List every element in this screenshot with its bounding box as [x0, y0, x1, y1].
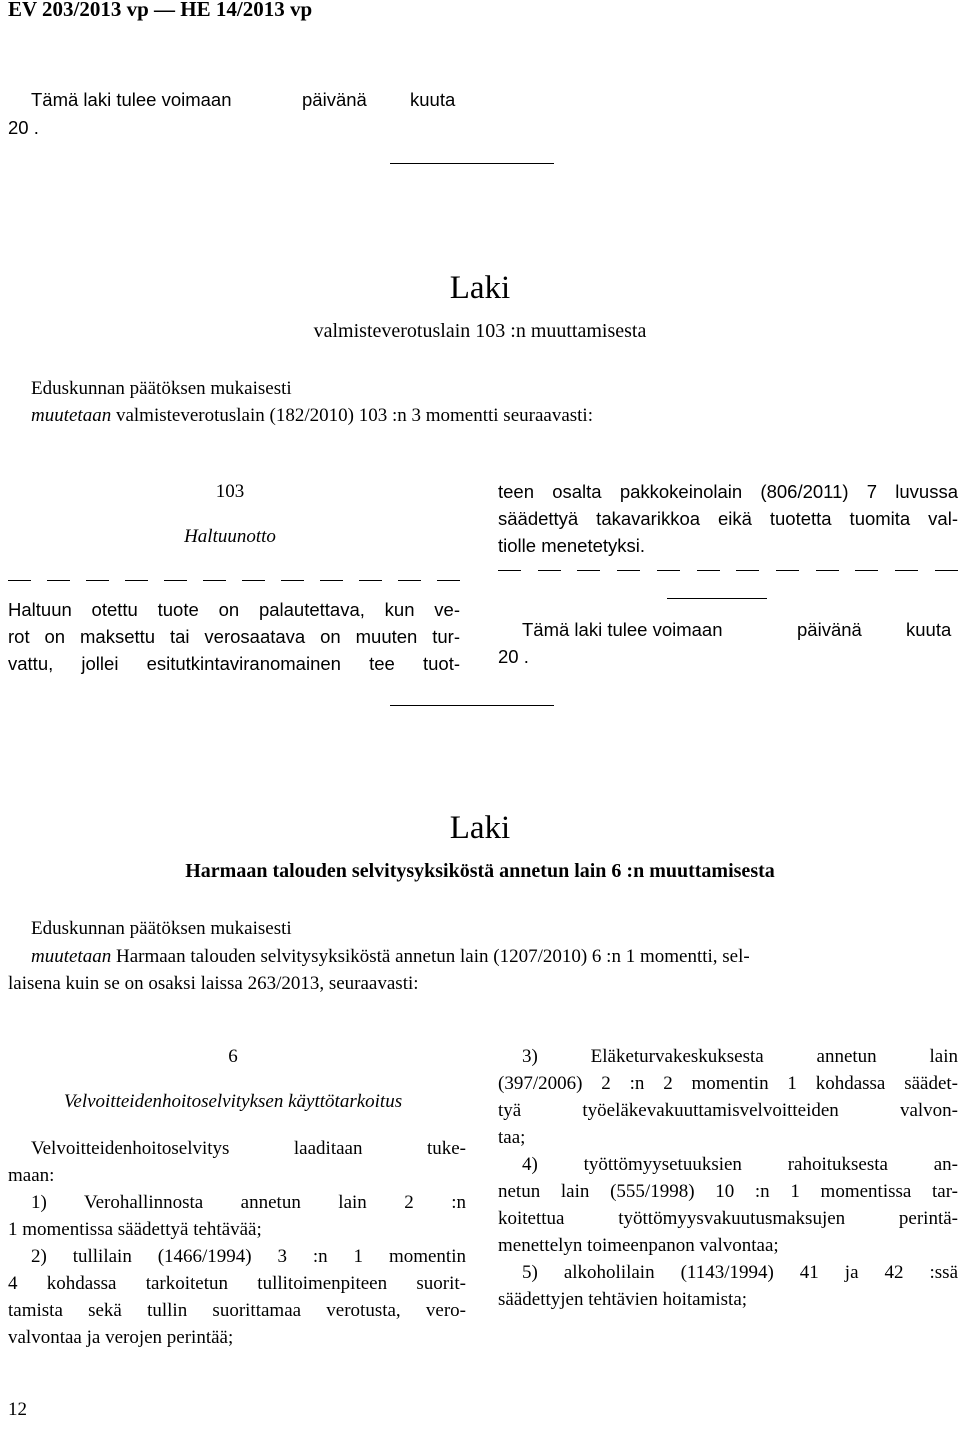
entry-day: päivänä [302, 89, 367, 110]
separator-rule [390, 163, 554, 164]
entry-year: 20 . [498, 646, 529, 667]
list-item: 3) Eläketurvakeskuksesta annetun lain [522, 1046, 958, 1067]
amend-text: Harmaan talouden selvitysyksiköstä annetun lain (1207/2010) 6 :n 1 momentti, sel- [111, 946, 750, 967]
law-heading: Laki [449, 270, 511, 306]
omitted-text-dashes [8, 580, 460, 581]
section-title: Haltuunotto [184, 526, 276, 547]
list-item: 2) tullilain (1466/1994) 3 :n 1 momentin [31, 1246, 466, 1267]
list-item-cont: netun lain (555/1998) 10 :n 1 momentissa tar- [498, 1181, 958, 1202]
list-item: 1) Verohallinnosta annetun lain 2 :n [31, 1192, 466, 1213]
section-number: 6 [228, 1046, 238, 1067]
page-header: EV 203/2013 vp — HE 14/2013 vp [8, 0, 313, 21]
list-item-cont: taa; [498, 1127, 526, 1148]
list-item-cont: tamista sekä tullin suorittamaa verotusta, vero- [8, 1300, 466, 1321]
law-intro: Eduskunnan päätöksen mukaisesti [31, 378, 292, 399]
paragraph-line: teen osalta pakkokeinolain (806/2011) 7 luvussa [498, 481, 958, 502]
entry-text: Tämä laki tulee voimaan [522, 619, 723, 640]
law-amendment-cont: laisena kuin se on osaksi laissa 263/2013, seuraavasti: [8, 973, 419, 994]
amend-verb: muutetaan [31, 405, 112, 426]
list-item: 4) työttömyysetuuksien rahoituksesta an- [522, 1154, 958, 1175]
paragraph-line: säädettyä takavarikkoa eikä tuotetta tuomita val- [498, 508, 958, 529]
section-number: 103 [215, 481, 245, 502]
separator-rule [390, 705, 554, 706]
list-item-cont: (397/2006) 2 :n 2 momentin 1 kohdassa säädet- [498, 1073, 958, 1094]
list-item-cont: 4 kohdassa tarkoitetun tullitoimenpiteen suorit- [8, 1273, 466, 1294]
paragraph-line: vattu, jollei esitutkintaviranomainen tee tuot- [8, 653, 460, 674]
list-item-cont: valvontaa ja verojen perintää; [8, 1327, 234, 1348]
law-title: valmisteverotuslain 103 :n muuttamisesta [313, 320, 647, 342]
entry-month: kuuta [906, 619, 952, 640]
law-title: Harmaan talouden selvitysyksiköstä annetun lain 6 :n muuttamisesta [185, 860, 775, 882]
entry-day: päivänä [797, 619, 862, 640]
paragraph-line: Haltuun otettu tuote on palautettava, kun ve- [8, 599, 460, 620]
entry-clause-1 [31, 86, 232, 113]
list-item-cont: menettelyn toimeenpanon valvontaa; [498, 1235, 779, 1256]
paragraph-line: rot on maksettu tai verosaatava on muuten tur- [8, 626, 460, 647]
entry-year: 20 . [8, 117, 39, 138]
list-item-cont: tyä työeläkevakuuttamisvelvoitteiden valvon- [498, 1100, 958, 1121]
page-number: 12 [8, 1399, 27, 1420]
law-amendment [31, 943, 750, 970]
entry-month: kuuta [410, 89, 456, 110]
list-item-cont: säädettyjen tehtävien hoitamista; [498, 1289, 748, 1310]
paragraph-line: tiolle menetetyksi. [498, 535, 646, 556]
list-item-cont: koitettua työttömyysvakuutusmaksujen perintä- [498, 1208, 958, 1229]
paragraph-line: maan: [8, 1165, 55, 1186]
amend-text: valmisteverotuslain (182/2010) 103 :n 3 momentti seuraavasti: [111, 405, 593, 426]
entry-text: Tämä laki tulee voimaan [31, 89, 232, 110]
omitted-text-dashes [498, 570, 958, 571]
law-intro: Eduskunnan päätöksen mukaisesti [31, 918, 292, 939]
law-amendment [31, 402, 593, 429]
section-title: Velvoitteidenhoitoselvityksen käyttötarkoitus [63, 1091, 403, 1112]
paragraph-line: Velvoitteidenhoitoselvitys laaditaan tuke- [31, 1138, 466, 1159]
amend-verb: muutetaan [31, 946, 112, 967]
list-item-cont: 1 momentissa säädettyä tehtävää; [8, 1219, 262, 1240]
law-heading: Laki [449, 810, 511, 846]
separator-rule [667, 598, 767, 599]
list-item: 5) alkoholilain (1143/1994) 41 ja 42 :ssä [522, 1262, 958, 1283]
